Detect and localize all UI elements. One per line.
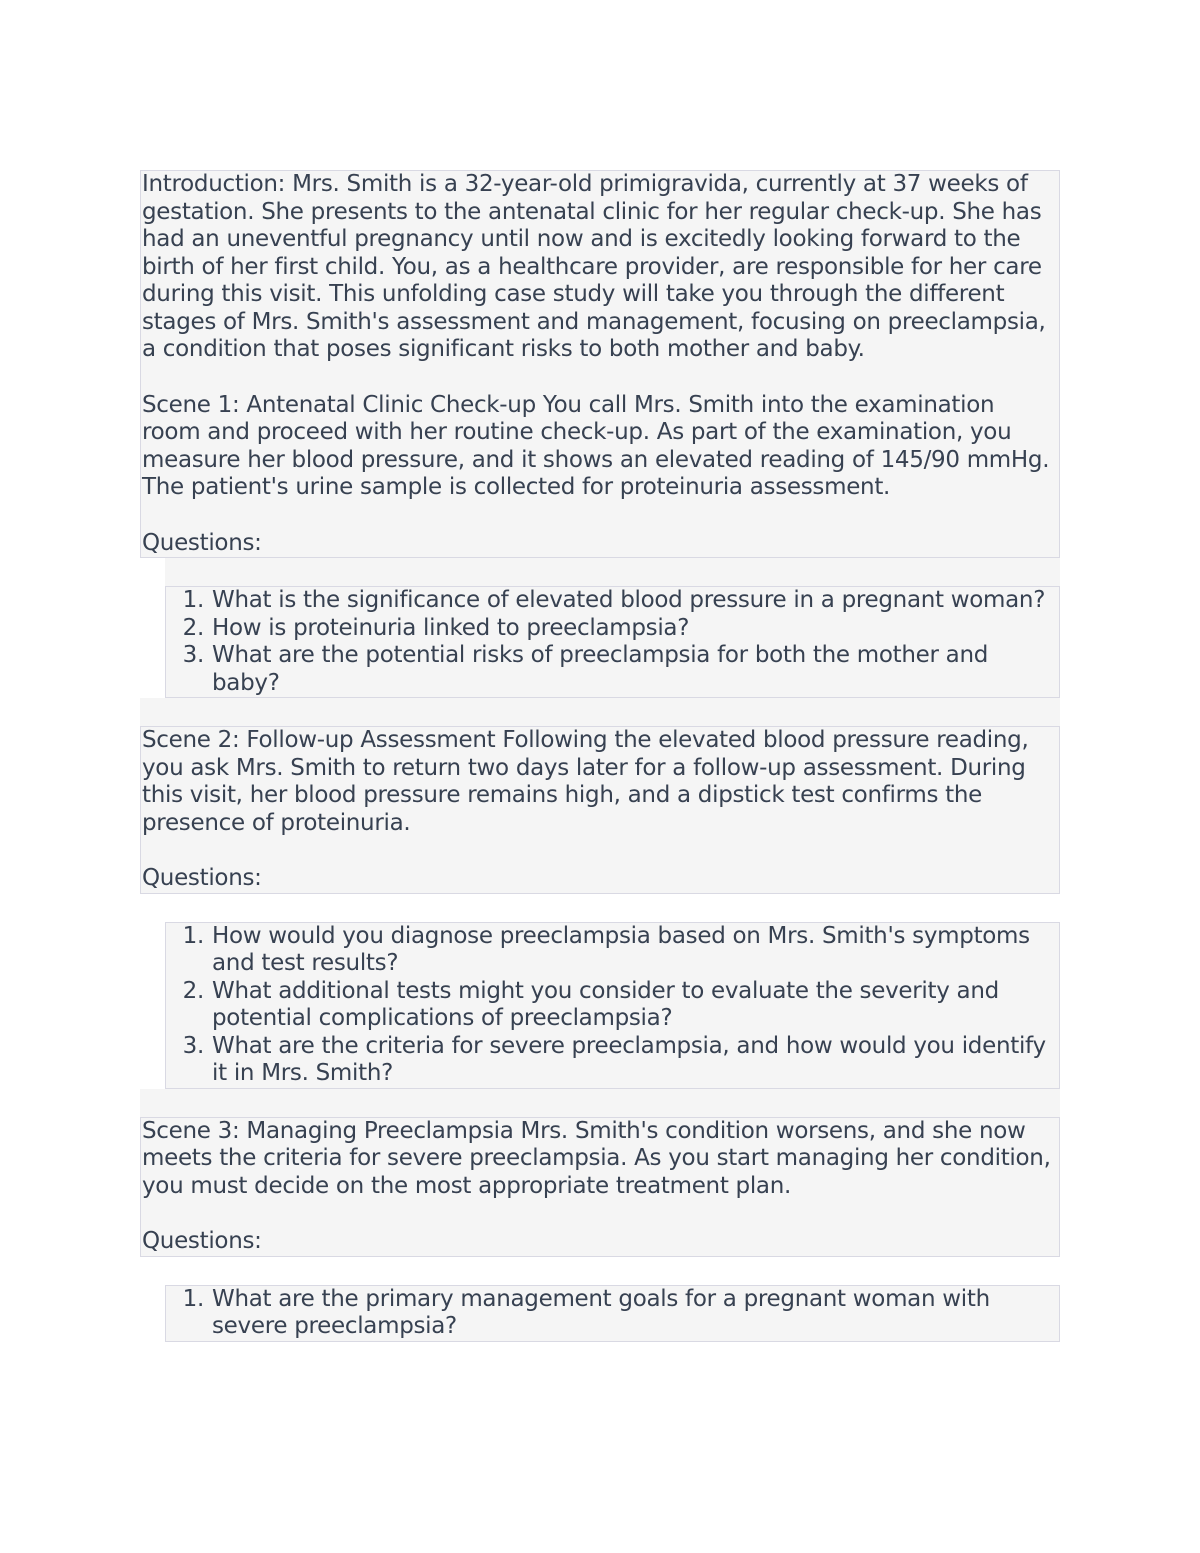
scene-3-questions-list <box>165 1285 1060 1342</box>
scene-2-question-3: What are the criteria for severe preeclampsia, and how would you identify it in Mrs. Smith? <box>212 1032 1046 1086</box>
scene-1-question-2: How is proteinuria linked to preeclampsia? <box>212 614 690 641</box>
scene-2-questions-list <box>165 922 1060 1089</box>
spacer <box>140 698 1060 726</box>
scene-1-questions-label: Questions: <box>142 529 262 556</box>
scene-1-questions-list <box>165 586 1060 698</box>
intro-scene-1-block <box>140 170 1060 558</box>
scene-3-questions-label: Questions: <box>142 1228 262 1254</box>
scene-1-question-1: What is the significance of elevated blood pressure in a pregnant woman? <box>212 587 1046 613</box>
scene-2-question-2: What additional tests might you consider to evaluate the severity and potential complications of preeclampsia? <box>212 977 999 1031</box>
scene-1-paragraph: Scene 1: Antenatal Clinic Check-up You call Mrs. Smith into the examination room and proceed with her routine check-up. As part of the examination, you measure her blood pressure, and it shows an elevated reading of 145/90 mmHg. The patient's urine sample is collected for proteinuria assessment. <box>142 391 1050 500</box>
scene-3-paragraph: Scene 3: Managing Preeclampsia Mrs. Smith's condition worsens, and she now meets the criteria for severe preeclampsia. As you start managing her condition, you must decide on the most appropriate treatment plan. <box>142 1117 1051 1199</box>
scene-2-paragraph: Scene 2: Follow-up Assessment Following the elevated blood pressure reading, you ask Mrs. Smith to return two days later for a follow-up assessment. During this visit, her blood pressure remains high, and a dipstick test confirms the presence of proteinuria. <box>142 727 1029 836</box>
document-body <box>140 170 1060 1342</box>
scene-3-block <box>140 1117 1060 1257</box>
scene-2-block <box>140 726 1060 894</box>
scene-1-question-3: What are the potential risks of preeclampsia for both the mother and baby? <box>212 642 989 696</box>
scene-2-questions-label: Questions: <box>142 865 262 891</box>
scene-3-question-1: What are the primary management goals for a pregnant woman with severe preeclampsia? <box>212 1285 990 1339</box>
scene-2-questions-wrap <box>140 894 1060 1089</box>
scene-2-question-1: How would you diagnose preeclampsia based on Mrs. Smith's symptoms and test results? <box>212 922 1030 976</box>
scene-3-questions-wrap <box>140 1257 1060 1342</box>
introduction-paragraph: Introduction: Mrs. Smith is a 32-year-old primigravida, currently at 37 weeks of gestation. She presents to the antenatal clinic for her regular check-up. She has had an uneventful pregnancy until now and is excitedly looking forward to the birth of her first child. You, as a healthcare provider, are responsible for her care during this visit. This unfolding case study will take you through the different stages of Mrs. Smith's assessment and management, focusing on preeclampsia, a condition that poses significant risks to both mother and baby. <box>142 171 1046 362</box>
scene-1-questions-wrap <box>140 558 1060 698</box>
spacer <box>140 1089 1060 1117</box>
